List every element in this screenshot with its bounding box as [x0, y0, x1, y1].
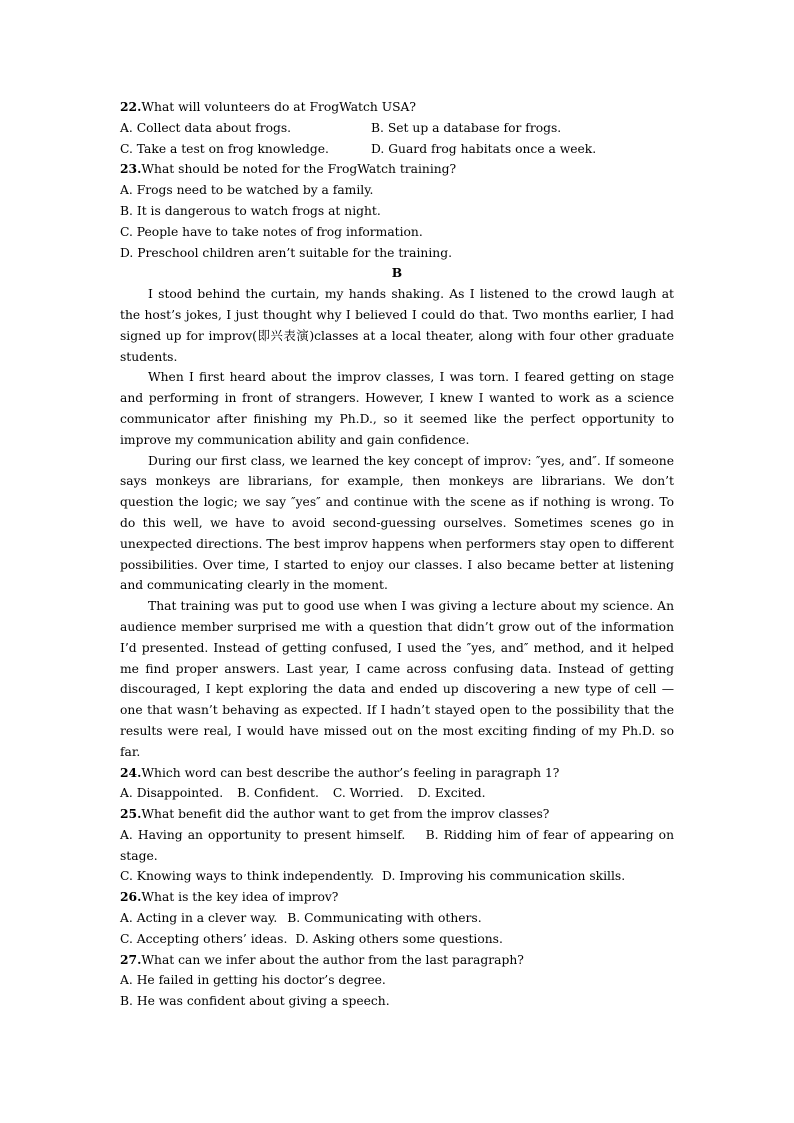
question-22 [120, 97, 674, 118]
option-a: A. Collect data about frogs. [120, 120, 292, 135]
question-number: 25. [120, 806, 142, 822]
page-content [120, 97, 674, 1012]
question-24 [120, 763, 674, 784]
question-stem: Which word can best describe the author’s feeling in paragraph 1? [141, 765, 560, 780]
question-stem: What should be noted for the FrogWatch training? [141, 162, 457, 177]
question-number: 23. [120, 161, 142, 177]
question-stem: What benefit did the author want to get from the improv classes? [141, 807, 550, 822]
question-stem: What can we infer about the author from the last paragraph? [141, 952, 524, 967]
option-c: C. Accepting others’ ideas. [120, 931, 288, 946]
option-c: C. People have to take notes of frog information. [120, 224, 423, 239]
question-25 [120, 804, 674, 825]
option-c: C. Worried. [332, 786, 404, 801]
question-27 [120, 950, 674, 971]
question-number: 27. [120, 951, 142, 967]
options-row [120, 825, 674, 867]
option-d: D. Excited. [417, 786, 486, 801]
question-23 [120, 159, 674, 180]
option-c: C. Take a test on frog knowledge. [120, 141, 329, 156]
options-row [120, 929, 674, 950]
options-row [120, 118, 674, 139]
option-b: B. He was confident about giving a speech. [120, 994, 390, 1009]
option-d: D. Asking others some questions. [295, 931, 503, 946]
option-b: B. Communicating with others. [287, 911, 482, 926]
option-b: B. It is dangerous to watch frogs at night. [120, 203, 381, 218]
option-d: D. Improving his communication skills. [382, 869, 626, 884]
option-a: A. He failed in getting his doctor’s degree. [120, 973, 386, 988]
option-a: A. Disappointed. [120, 786, 224, 801]
passage-paragraph-4: That training was put to good use when I was giving a lecture about my science. An audience member surprised me with a question that didn’t grow out of the information I’d presented. Instead of getting confused, I used the ″yes, and″ method, and it helped me find proper answers. Last year, I came across confusing data. Instead of getting discouraged, I kept exploring the data and ended up discovering a new type of cell — one that wasn’t behaving as expected. If I hadn’t stayed open to the possibility that the results were real, I would have missed out on the most exciting finding of my Ph.D. so far. [120, 599, 674, 759]
option-a: A. Having an opportunity to present himself. [120, 827, 406, 842]
option-d: D. Preschool children aren’t suitable for the training. [120, 245, 452, 260]
question-stem: What is the key idea of improv? [141, 890, 339, 905]
option-b: B. Set up a database for frogs. [371, 120, 562, 135]
options-row [120, 866, 674, 887]
question-number: 26. [120, 889, 142, 905]
option-d: D. Guard frog habitats once a week. [371, 141, 597, 156]
option-b: B. Ridding him of fear of appearing on stage. [120, 827, 674, 863]
question-number: 24. [120, 764, 142, 780]
options-row [120, 139, 674, 160]
passage-paragraph-3: During our first class, we learned the key concept of improv: ″yes, and″. If someone says monkeys are librarians, for example, then monkeys are librarians. We don’t question the logic; we say ″yes″ and continue with the scene as if nothing is wrong. To do this well, we have to avoid second-guessing ourselves. Sometimes scenes go in unexpected directions. The best improv happens when performers stay open to different possibilities. Over time, I started to enjoy our classes. I also became better at listening and communicating clearly in the moment. [120, 453, 674, 593]
option-a: A. Frogs need to be watched by a family. [120, 183, 374, 198]
question-number: 22. [120, 99, 142, 114]
option-c: C. Knowing ways to think independently. [120, 869, 375, 884]
question-stem: What will volunteers do at FrogWatch USA? [141, 100, 416, 114]
passage-paragraph-2: When I first heard about the improv classes, I was torn. I feared getting on stage and performing in front of strangers. However, I knew I wanted to work as a science communicator after finishing my Ph.D., so it seemed like the perfect opportunity to improve my communication ability and gain confidence. [120, 370, 674, 447]
options-row [120, 783, 674, 804]
option-a: A. Acting in a clever way. [120, 911, 278, 926]
passage-paragraph-1: I stood behind the curtain, my hands shaking. As I listened to the crowd laugh at the host’s jokes, I just thought why I believed I could do that. Two months earlier, I had signed up for improv(即兴表演)classes at a local theater, along with four other graduate students. [120, 287, 674, 364]
section-heading: B [391, 265, 403, 281]
options-row [120, 908, 674, 929]
option-b: B. Confident. [237, 786, 319, 801]
question-26 [120, 887, 674, 908]
